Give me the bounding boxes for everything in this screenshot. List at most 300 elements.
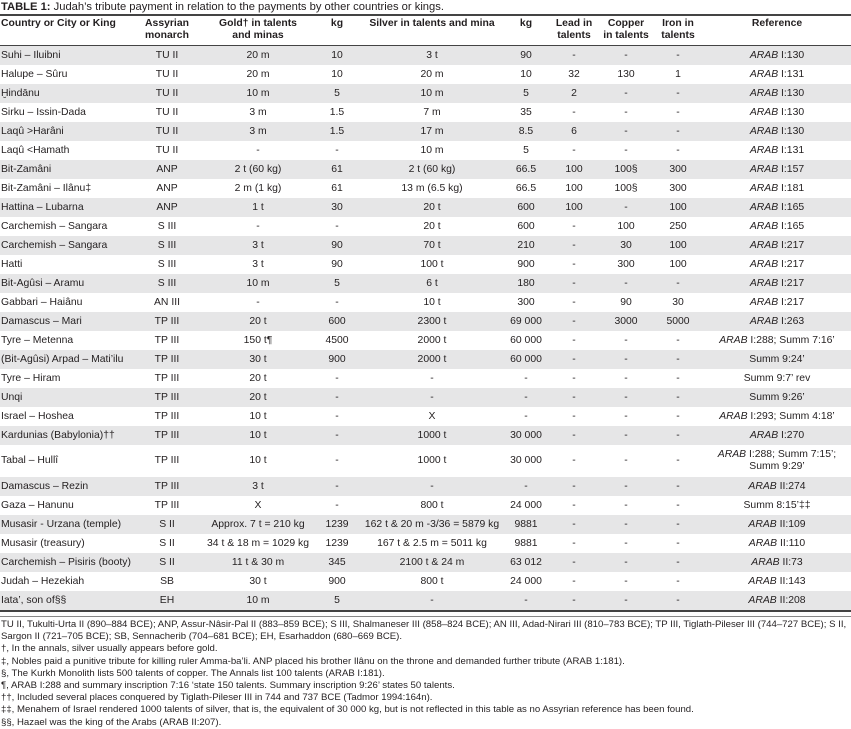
cell-lead: 100	[549, 160, 599, 179]
reference-source: ARAB	[748, 594, 777, 606]
cell-lead: -	[549, 426, 599, 445]
cell-gold: 2 t (60 kg)	[203, 160, 313, 179]
cell-silver: 20 t	[361, 198, 503, 217]
cell-monarch: TU II	[155, 144, 179, 156]
cell-silver-kg: 30 000	[503, 426, 549, 445]
cell-silver: -	[430, 372, 434, 384]
cell-gold-kg: 61	[331, 182, 343, 194]
cell-lead: -	[572, 296, 576, 308]
reference-source: ARAB	[749, 144, 779, 156]
reference-source: ARAB	[751, 556, 780, 568]
cell-country: Judah – Hezekiah	[1, 575, 85, 587]
cell-silver: 10 t	[423, 296, 441, 308]
cell-monarch: TP III	[154, 410, 180, 422]
cell-country: Tyre – Metenna	[1, 334, 74, 346]
cell-lead: -	[549, 388, 599, 407]
cell-silver: 7 m	[423, 106, 441, 118]
cell-copper: -	[624, 372, 628, 384]
cell-gold: 3 m	[203, 122, 313, 141]
cell-reference	[703, 515, 851, 534]
cell-copper: 100§	[614, 182, 638, 194]
cell-copper: -	[624, 106, 628, 118]
reference-location: II:143	[776, 575, 806, 587]
cell-lead: -	[549, 312, 599, 331]
table-row	[0, 496, 851, 515]
table-row	[0, 407, 851, 426]
cell-lead: 6	[549, 122, 599, 141]
reference-location: I:181	[778, 182, 805, 194]
cell-gold-kg: 1239	[313, 515, 361, 534]
cell-silver: 162 t & 20 m -3/36 = 5879 kg	[361, 515, 503, 534]
cell-gold: 10 m	[203, 274, 313, 293]
cell-gold: 3 t	[203, 477, 313, 496]
reference-location: I:165	[778, 201, 805, 213]
reference-location: I:217	[778, 277, 805, 289]
cell-reference	[703, 388, 851, 407]
table-row	[0, 515, 851, 534]
reference-location: I:288; Summ 7:16’	[747, 334, 835, 346]
cell-gold-kg: 30	[313, 198, 361, 217]
reference-location: Summ 8:15’‡‡	[743, 499, 811, 511]
cell-silver: 10 m	[361, 84, 503, 103]
table-row	[0, 369, 851, 388]
cell-copper: -	[599, 388, 653, 407]
cell-reference	[703, 160, 851, 179]
reference-location: I:270	[778, 429, 805, 441]
cell-gold: 30 t	[249, 575, 267, 587]
reference-location: II:73	[779, 556, 803, 568]
tribute-table	[0, 14, 851, 612]
cell-reference	[703, 141, 851, 160]
cell-silver-kg: 900	[517, 258, 535, 270]
cell-reference	[703, 312, 851, 331]
cell-silver-kg: 60 000	[503, 350, 549, 369]
cell-iron: -	[653, 274, 703, 293]
cell-gold: 3 m	[249, 106, 267, 118]
header-monarch: Assyrian monarch	[131, 15, 203, 46]
cell-iron: -	[676, 575, 680, 587]
cell-monarch: ANP	[156, 182, 178, 194]
reference-source: ARAB	[749, 125, 779, 137]
cell-silver: 70 t	[361, 236, 503, 255]
cell-silver: 6 t	[361, 274, 503, 293]
cell-gold: 3 t	[203, 236, 313, 255]
cell-gold: -	[256, 144, 260, 156]
reference-location: II:208	[776, 594, 806, 606]
reference-location: Summ 9:24’	[749, 353, 805, 365]
cell-gold: 2 m (1 kg)	[234, 182, 282, 194]
cell-monarch: TP III	[131, 350, 203, 369]
table-row	[0, 350, 851, 369]
cell-gold: 150 t¶	[243, 334, 273, 346]
reference-source: ARAB	[719, 334, 748, 346]
cell-lead: -	[549, 477, 599, 496]
cell-monarch: S III	[131, 236, 203, 255]
cell-monarch: TU II	[131, 122, 203, 141]
reference-location: I:288; Summ 7:15’; Summ 9:29’	[746, 449, 837, 472]
cell-lead: -	[549, 350, 599, 369]
reference-location: I:130	[778, 87, 805, 99]
cell-monarch: TP III	[154, 499, 180, 511]
cell-iron: -	[676, 410, 680, 422]
cell-gold-kg: -	[313, 477, 361, 496]
cell-silver-kg: 210	[503, 236, 549, 255]
cell-country: Damascus – Rezin	[0, 477, 131, 496]
header-gold: Gold† in talents and minas	[203, 15, 313, 46]
cell-lead: -	[572, 499, 576, 511]
cell-country: Laqû >Harâni	[0, 122, 131, 141]
cell-silver-kg: 5	[523, 144, 529, 156]
reference-location: Summ 9:7’ rev	[743, 372, 811, 384]
cell-silver: 167 t & 2.5 m = 5011 kg	[377, 537, 487, 549]
cell-gold-kg: 61	[313, 160, 361, 179]
cell-iron: -	[653, 122, 703, 141]
cell-copper: -	[624, 575, 628, 587]
reference-source: ARAB	[749, 277, 779, 289]
cell-silver-kg: 60 000	[510, 334, 542, 346]
reference-source: ARAB	[749, 49, 779, 61]
reference-location: I:131	[778, 68, 805, 80]
cell-gold-kg: -	[335, 144, 339, 156]
note-abbreviations-1: TU II, Tukulti-Urta II (890–884 BCE); ANP, Assur-Nâsir-Pal II (883–859 BCE); S III, Shalmaneser III (858–824 BCE); AN III, Adad-Nirari III (810–783 BCE); TP III, Tiglath-Pileser III (744–727 BCE); S II,	[1, 619, 847, 630]
cell-iron: -	[676, 372, 680, 384]
cell-silver: 2000 t	[361, 350, 503, 369]
cell-reference	[703, 293, 851, 312]
reference-source: ARAB	[748, 518, 777, 530]
cell-lead: -	[549, 515, 599, 534]
cell-iron: -	[653, 591, 703, 611]
reference-source: ARAB	[748, 575, 777, 587]
cell-monarch: TU II	[155, 106, 179, 118]
cell-reference	[703, 46, 851, 66]
cell-silver-kg: 35	[520, 106, 532, 118]
cell-silver-kg: 9881	[503, 515, 549, 534]
cell-copper: -	[624, 144, 628, 156]
note-double-daggers: ††, Included several places conquered by Tiglath-Pileser III in 744 and 737 BCE (Tadmor 1994:164n).	[1, 692, 433, 704]
cell-gold: -	[256, 296, 260, 308]
cell-reference	[703, 274, 851, 293]
cell-gold-kg: -	[335, 499, 339, 511]
reference-location: I:165	[778, 220, 805, 232]
cell-iron: -	[653, 426, 703, 445]
reference-source: ARAB	[749, 68, 779, 80]
cell-country: Musasir - Urzana (temple)	[0, 515, 131, 534]
cell-iron: -	[653, 46, 703, 66]
cell-monarch: S III	[131, 274, 203, 293]
cell-country: Kardunias (Babylonia)††	[0, 426, 131, 445]
cell-reference	[703, 477, 851, 496]
cell-gold-kg: -	[313, 388, 361, 407]
cell-gold-kg: 900	[313, 350, 361, 369]
cell-silver-kg: -	[503, 477, 549, 496]
cell-silver: -	[361, 388, 503, 407]
reference-source: ARAB	[717, 449, 747, 460]
cell-monarch: S II	[131, 553, 203, 572]
reference-source: ARAB	[749, 220, 779, 232]
cell-monarch: TU II	[131, 46, 203, 66]
table-row	[0, 274, 851, 293]
cell-monarch: TP III	[131, 477, 203, 496]
cell-copper: 3000	[599, 312, 653, 331]
cell-silver: 2 t (60 kg)	[361, 160, 503, 179]
reference-source: ARAB	[749, 315, 779, 327]
cell-gold-kg: -	[335, 455, 339, 466]
cell-iron: 100	[653, 236, 703, 255]
header-row	[0, 15, 851, 46]
cell-gold: 20 t	[203, 388, 313, 407]
cell-country: Suhi – Iluibni	[0, 46, 131, 66]
cell-lead: -	[572, 410, 576, 422]
reference-location: I:293; Summ 4:18’	[747, 410, 835, 422]
cell-iron: 100	[653, 198, 703, 217]
cell-country: Iata’, son of§§	[0, 591, 131, 611]
cell-silver: 2300 t	[361, 312, 503, 331]
table-row	[0, 122, 851, 141]
cell-copper: -	[624, 455, 628, 466]
note-section: §, The Kurkh Monolith lists 500 talents of copper. The Annals list 100 talents (ARAB I:181).	[1, 667, 385, 679]
cell-country: Carchemish – Sangara	[0, 236, 131, 255]
cell-country: Bit-Agûsi – Aramu	[0, 274, 131, 293]
table-row	[0, 572, 851, 591]
cell-gold-kg: 1.5	[313, 122, 361, 141]
reference-location: I:130	[778, 49, 805, 61]
cell-lead: -	[572, 144, 576, 156]
cell-country: Unqi	[0, 388, 131, 407]
note-double-double-daggers: ‡‡, Menahem of Israel rendered 1000 talents of silver, that is, the equivalent of 30 000 kg, but is not reflected in this table as no Assyrian reference has been found.	[1, 704, 694, 716]
reference-source: ARAB	[749, 296, 779, 308]
cell-copper: -	[599, 591, 653, 611]
cell-silver-kg: 180	[503, 274, 549, 293]
cell-iron: -	[676, 455, 680, 466]
cell-monarch: S III	[157, 258, 177, 270]
table-row	[0, 84, 851, 103]
cell-country: Israel – Hoshea	[1, 410, 74, 422]
cell-gold: 10 t	[249, 455, 267, 466]
cell-iron: -	[653, 388, 703, 407]
cell-country: Carchemish – Sangara	[1, 220, 108, 232]
cell-iron: -	[676, 106, 680, 118]
cell-reference	[703, 407, 851, 426]
cell-country: Bit-Zamâni	[0, 160, 131, 179]
cell-gold: 1 t	[203, 198, 313, 217]
cell-reference	[703, 84, 851, 103]
cell-gold-kg: -	[335, 296, 339, 308]
cell-silver-kg: 5	[503, 84, 549, 103]
caption-label: TABLE 1:	[1, 1, 51, 13]
table-row	[0, 179, 851, 198]
cell-iron: -	[653, 84, 703, 103]
cell-silver: 2100 t & 24 m	[361, 553, 503, 572]
cell-monarch: ANP	[131, 160, 203, 179]
cell-copper: 30	[599, 236, 653, 255]
header-copper: Copper in talents	[599, 15, 653, 46]
cell-lead: -	[572, 455, 576, 466]
cell-gold-kg: -	[313, 426, 361, 445]
cell-gold-kg: 5	[313, 274, 361, 293]
cell-silver-kg: -	[524, 410, 528, 422]
cell-silver: 100 t	[420, 258, 444, 270]
cell-silver: 2000 t	[417, 334, 447, 346]
cell-country: Bit-Zamâni – Ilânu‡	[1, 182, 92, 194]
cell-silver: 1000 t	[417, 455, 447, 466]
cell-lead: 100	[565, 182, 583, 194]
cell-country: Ḫindānu	[0, 84, 131, 103]
cell-copper: -	[624, 537, 628, 549]
cell-silver: 800 t	[420, 575, 444, 587]
cell-country: Laqû <Hamath	[1, 144, 70, 156]
table-row	[0, 477, 851, 496]
table-row	[0, 293, 851, 312]
cell-gold: 10 t	[203, 426, 313, 445]
cell-lead: -	[572, 334, 576, 346]
cell-reference	[703, 445, 851, 477]
cell-silver-kg: -	[503, 388, 549, 407]
cell-copper: -	[624, 410, 628, 422]
cell-lead: -	[549, 591, 599, 611]
reference-source: ARAB	[749, 106, 779, 118]
table-row	[0, 255, 851, 274]
cell-country: Hatti	[1, 258, 23, 270]
cell-silver: X	[428, 410, 436, 422]
table-row	[0, 198, 851, 217]
table-row	[0, 160, 851, 179]
cell-country: Tabal – Hullî	[1, 455, 59, 466]
cell-monarch: S III	[157, 220, 177, 232]
cell-gold-kg: -	[335, 410, 339, 422]
header-reference: Reference	[703, 15, 851, 46]
cell-gold-kg: 90	[331, 258, 343, 270]
cell-silver-kg: 66.5	[515, 182, 537, 194]
cell-copper: -	[624, 499, 628, 511]
table-notes	[0, 616, 851, 729]
cell-copper: 300	[617, 258, 635, 270]
table-row	[0, 426, 851, 445]
header-silver: Silver in talents and mina	[361, 15, 503, 46]
cell-gold: -	[256, 220, 260, 232]
cell-gold-kg: -	[335, 220, 339, 232]
cell-country: Musasir (treasury)	[1, 537, 85, 549]
cell-gold-kg: -	[335, 372, 339, 384]
note-dagger: †, In the annals, silver usually appears before gold.	[1, 643, 218, 655]
cell-gold-kg: 10	[331, 68, 343, 80]
cell-gold: 34 t & 18 m = 1029 kg	[207, 537, 309, 549]
header-country: Country or City or King	[0, 15, 131, 46]
cell-gold: Approx. 7 t = 210 kg	[203, 515, 313, 534]
cell-gold: 3 t	[252, 258, 264, 270]
reference-location: II:274	[776, 480, 806, 492]
cell-silver-kg: 600	[503, 198, 549, 217]
cell-silver: 17 m	[361, 122, 503, 141]
reference-location: I:130	[778, 106, 805, 118]
table-row	[0, 46, 851, 66]
cell-lead: -	[549, 553, 599, 572]
table-row	[0, 534, 851, 553]
cell-gold: 10 t	[249, 410, 267, 422]
table-row	[0, 591, 851, 611]
cell-iron: -	[676, 144, 680, 156]
cell-gold-kg: 10	[313, 46, 361, 66]
cell-monarch: EH	[131, 591, 203, 611]
reference-location: II:109	[776, 518, 806, 530]
table-row	[0, 553, 851, 572]
cell-silver-kg: 600	[517, 220, 535, 232]
cell-reference	[703, 217, 851, 236]
reference-location: I:157	[778, 163, 805, 175]
cell-country: Sirku – Issin-Dada	[1, 106, 86, 118]
cell-silver: 3 t	[361, 46, 503, 66]
cell-copper: -	[599, 198, 653, 217]
cell-gold-kg: 345	[313, 553, 361, 572]
cell-iron: 1	[675, 68, 681, 80]
cell-reference	[703, 122, 851, 141]
header-gold-kg: kg	[313, 15, 361, 46]
cell-monarch: TU II	[155, 68, 179, 80]
table-row	[0, 217, 851, 236]
cell-country: Gabbari – Haiânu	[1, 296, 83, 308]
cell-country: Halupe – Sûru	[1, 68, 68, 80]
cell-gold: X	[254, 499, 262, 511]
reference-location: I:217	[778, 239, 805, 251]
cell-silver: 20 m	[420, 68, 444, 80]
reference-location: II:110	[777, 537, 806, 549]
cell-monarch: TU II	[131, 84, 203, 103]
table-row	[0, 445, 851, 477]
table-row	[0, 65, 851, 84]
cell-silver-kg: 24 000	[510, 575, 542, 587]
cell-reference	[703, 255, 851, 274]
cell-gold: 20 t	[203, 312, 313, 331]
cell-copper: -	[599, 274, 653, 293]
cell-lead: -	[572, 106, 576, 118]
table-row	[0, 141, 851, 160]
cell-monarch: SB	[160, 575, 174, 587]
cell-silver-kg: 24 000	[510, 499, 542, 511]
cell-silver: 10 m	[420, 144, 444, 156]
cell-lead: -	[572, 372, 576, 384]
cell-monarch: S II	[159, 537, 175, 549]
reference-location: I:217	[778, 258, 805, 270]
cell-silver-kg: 66.5	[503, 160, 549, 179]
cell-monarch: TP III	[154, 455, 180, 466]
cell-gold: 10 m	[203, 84, 313, 103]
cell-lead: -	[572, 220, 576, 232]
cell-monarch: AN III	[154, 296, 180, 308]
cell-monarch: ANP	[131, 198, 203, 217]
cell-silver-kg: 300	[517, 296, 535, 308]
cell-silver: 800 t	[420, 499, 444, 511]
cell-lead: 32	[568, 68, 580, 80]
cell-monarch: TP III	[154, 372, 180, 384]
cell-country: Tyre – Hiram	[1, 372, 61, 384]
cell-lead: -	[572, 537, 576, 549]
cell-iron: 30	[672, 296, 684, 308]
cell-silver: 1000 t	[361, 426, 503, 445]
cell-iron: -	[676, 499, 680, 511]
cell-copper: 100§	[599, 160, 653, 179]
cell-reference	[703, 65, 851, 84]
cell-iron: 100	[669, 258, 687, 270]
cell-gold-kg: 4500	[325, 334, 349, 346]
cell-lead: -	[549, 236, 599, 255]
cell-reference	[703, 496, 851, 515]
cell-reference	[703, 331, 851, 350]
cell-copper: 130	[617, 68, 635, 80]
cell-country: Gaza – Hanunu	[1, 499, 74, 511]
cell-reference	[703, 236, 851, 255]
table-row	[0, 312, 851, 331]
reference-location: Summ 9:26’	[749, 391, 805, 403]
cell-copper: -	[599, 515, 653, 534]
